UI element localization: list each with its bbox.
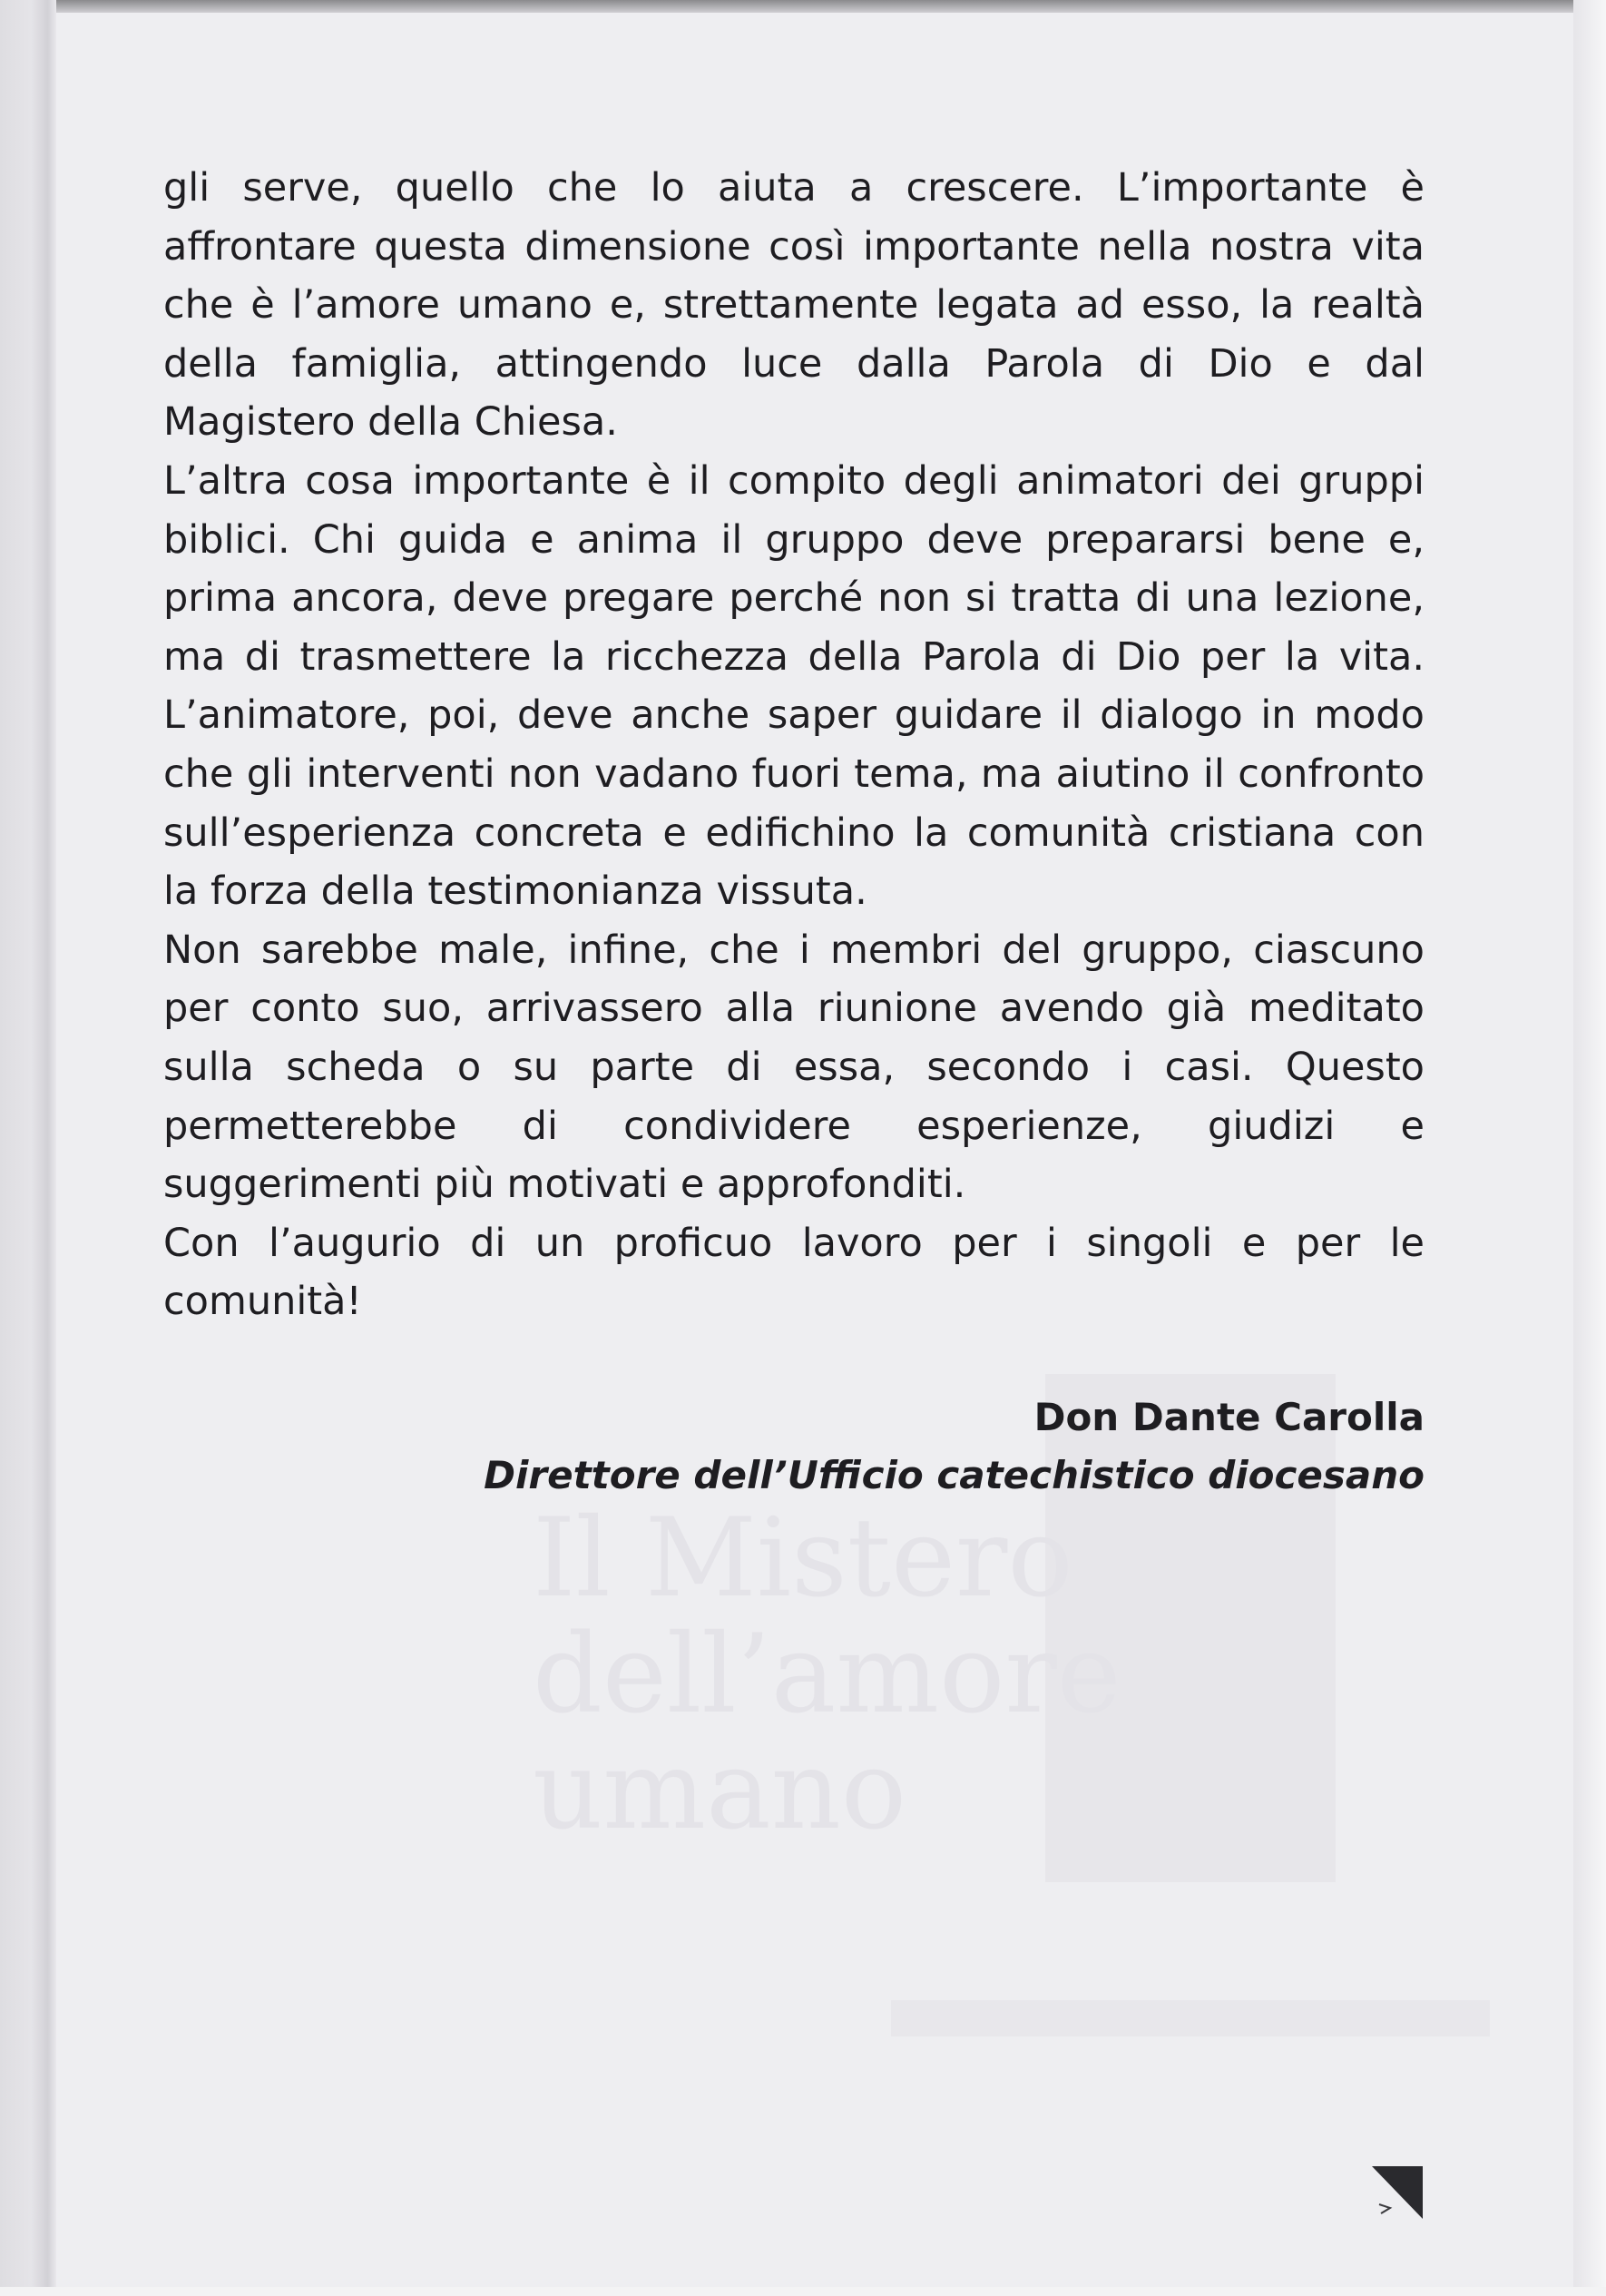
- book-spine: [0, 0, 56, 2296]
- signature-role: Direttore dell’Ufficio catechistico diocesano: [484, 1453, 1425, 1497]
- scan-bottom-edge: [0, 2287, 1606, 2296]
- paragraph-intro: gli serve, quello che lo aiuta a crescere. L’importante è affrontare questa dimensione così importante nella nostra vita che è l’amore umano e, strettamente legata ad esso, la realtà della famiglia, attingendo luce dalla Parola di Dio e dal Magistero della Chiesa.: [163, 165, 1425, 446]
- show-through-cover-strip: [891, 2000, 1490, 2036]
- scan-right-edge: [1573, 0, 1606, 2296]
- paragraph-closing: Con l’augurio di un proficuo lavoro per i singoli e per le comunità!: [163, 1220, 1425, 1325]
- signature-name: Don Dante Carolla: [1033, 1395, 1425, 1439]
- turn-page-arrow-icon: [1370, 2164, 1426, 2221]
- paragraph-animators: L’altra cosa importante è il compito degli animatori dei gruppi biblici. Chi guida e anima il gruppo deve prepararsi bene e, prima ancora, deve pregare perché non si tratta di una lezione, ma di trasmettere la ricchezza della Parola di Dio per la vita. L’animatore, poi, deve anche saper guidare il dialogo in modo che gli interventi non vadano fuori tema, ma aiutino il confronto sull’esperienza concreta e edifichino la comunità cristiana con la forza della testimonianza vissuta.: [163, 457, 1425, 915]
- body-text: [163, 159, 1425, 1331]
- signature-block: [163, 1388, 1425, 1505]
- show-through-cover-title: Il Mistero dell’amore umano: [533, 1496, 1121, 1854]
- paragraph-group-members: Non sarebbe male, infine, che i membri del gruppo, ciascuno per conto suo, arrivassero alla riunione avendo già meditato sulla scheda o su parte di essa, secondo i casi. Questo permetterebbe di condividere esperienze, giudizi e suggerimenti più motivati e approfonditi.: [163, 927, 1425, 1208]
